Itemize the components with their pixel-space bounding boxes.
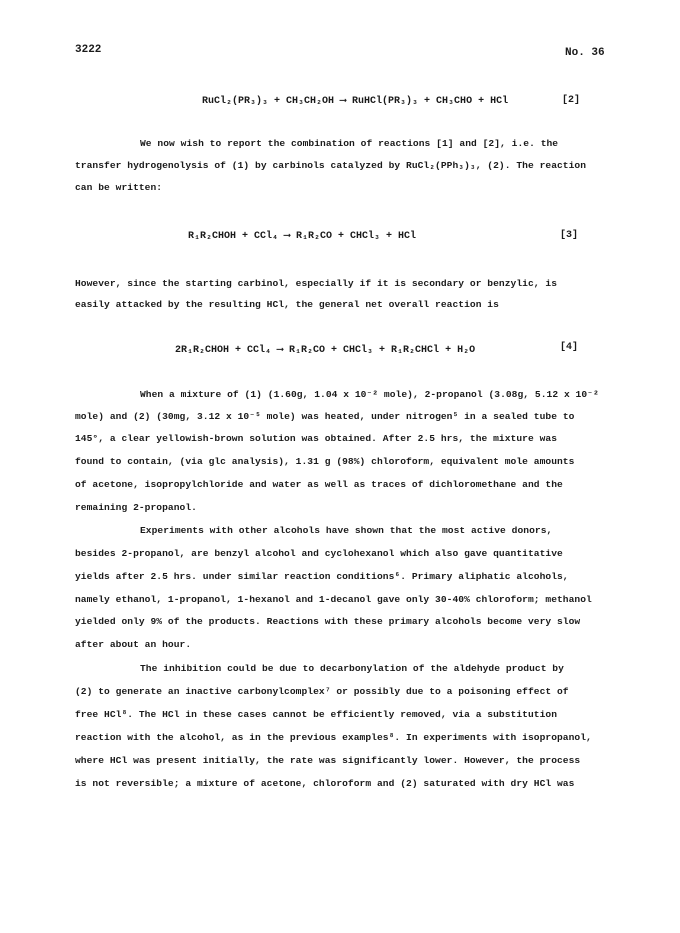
text-line: mole) and (2) (30mg, 3.12 x 10⁻⁵ mole) was heated, under nitrogen⁵ in a sealed tube to — [75, 411, 575, 422]
text-line: can be written: — [75, 182, 163, 193]
equation-2: RuCl₂(PR₃)₃ + CH₃CH₂OH ⟶ RuHCl(PR₃)₃ + CH₃CHO + HCl — [202, 96, 509, 107]
text-line: (2) to generate an inactive carbonylcomplex⁷ or possibly due to a poisoning effect of — [75, 686, 569, 697]
text-line: yielded only 9% of the products. Reactions with these primary alcohols become very slow — [75, 616, 581, 627]
issue-number: No. 36 — [565, 47, 605, 59]
text-line: of acetone, isopropylchloride and water as well as traces of dichloromethane and the — [75, 479, 563, 490]
equation-4-number: [4] — [560, 342, 579, 353]
text-line: We now wish to report the combination of reactions [1] and [2], i.e. the — [140, 138, 559, 149]
text-line: remaining 2-propanol. — [75, 502, 197, 513]
text-line: free HCl⁸. The HCl in these cases cannot be efficiently removed, via a substitution — [75, 709, 557, 720]
text-line: Experiments with other alcohols have shown that the most active donors, — [140, 525, 553, 536]
text-line: found to contain, (via glc analysis), 1.31 g (98%) chloroform, equivalent mole amounts — [75, 456, 575, 467]
text-line: 145°, a clear yellowish-brown solution was obtained. After 2.5 hrs, the mixture was — [75, 433, 557, 444]
text-line: When a mixture of (1) (1.60g, 1.04 x 10⁻² mole), 2-propanol (3.08g, 5.12 x 10⁻² — [140, 389, 599, 400]
text-line: where HCl was present initially, the rate was significantly lower. However, the process — [75, 755, 581, 766]
text-line: is not reversible; a mixture of acetone, chloroform and (2) saturated with dry HCl was — [75, 778, 575, 789]
text-line: namely ethanol, 1-propanol, 1-hexanol and 1-decanol gave only 30-40% chloroform; methanol — [75, 594, 592, 605]
text-line: after about an hour. — [75, 639, 192, 650]
text-line: yields after 2.5 hrs. under similar reaction conditions⁶. Primary aliphatic alcohols, — [75, 571, 569, 582]
text-line: However, since the starting carbinol, especially if it is secondary or benzylic, is — [75, 278, 557, 289]
equation-4: 2R₁R₂CHOH + CCl₄ ⟶ R₁R₂CO + CHCl₃ + R₁R₂CHCl + H₂O — [175, 345, 476, 356]
text-line: besides 2-propanol, are benzyl alcohol and cyclohexanol which also gave quantitative — [75, 548, 563, 559]
text-line: transfer hydrogenolysis of (1) by carbinols catalyzed by RuCl₂(PPh₃)₃, (2). The reaction — [75, 160, 587, 171]
equation-3-number: [3] — [560, 230, 579, 241]
equation-2-number: [2] — [562, 95, 581, 106]
text-line: The inhibition could be due to decarbonylation of the aldehyde product by — [140, 663, 564, 674]
equation-3: R₁R₂CHOH + CCl₄ ⟶ R₁R₂CO + CHCl₃ + HCl — [188, 231, 417, 242]
page-number: 3222 — [75, 44, 102, 56]
text-line: easily attacked by the resulting HCl, the general net overall reaction is — [75, 299, 499, 310]
text-line: reaction with the alcohol, as in the previous examples⁸. In experiments with isopropanol, — [75, 732, 592, 743]
